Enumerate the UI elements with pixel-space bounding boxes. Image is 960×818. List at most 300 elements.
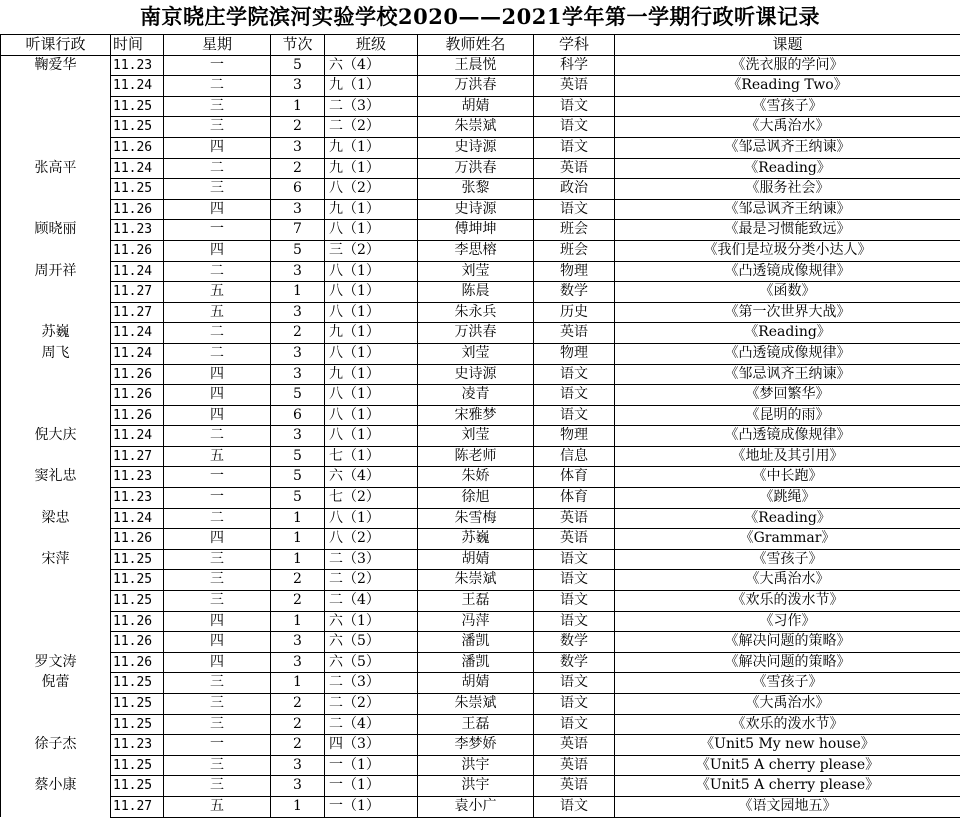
teacher-cell: 朱永兵	[418, 302, 534, 323]
weekday-cell: 三	[164, 694, 271, 715]
table-body	[1, 55, 960, 817]
class-cell: 二（3）	[325, 96, 418, 117]
class-cell: 二（3）	[325, 549, 418, 570]
subject-cell: 数学	[534, 632, 615, 653]
time-cell: 11.25	[111, 755, 164, 776]
weekday-cell: 四	[164, 611, 271, 632]
topic-cell: 《最是习惯能致远》	[615, 220, 960, 241]
period-cell: 3	[271, 632, 325, 653]
topic-cell: 《函数》	[615, 282, 960, 303]
topic-cell: 《地址及其引用》	[615, 446, 960, 467]
teacher-cell: 万洪春	[418, 158, 534, 179]
listener-cell: 罗文涛	[1, 652, 111, 673]
teacher-cell: 王晨悦	[418, 55, 534, 76]
table-row	[1, 776, 960, 797]
teacher-cell: 王磊	[418, 714, 534, 735]
table-row	[1, 137, 960, 158]
topic-cell: 《Unit5 A cherry please》	[615, 755, 960, 776]
weekday-cell: 一	[164, 488, 271, 509]
page-title: 南京晓庄学院滨河实验学校2020——2021学年第一学期行政听课记录	[0, 0, 960, 34]
time-cell: 11.23	[111, 488, 164, 509]
weekday-cell: 一	[164, 220, 271, 241]
period-cell: 5	[271, 240, 325, 261]
weekday-cell: 三	[164, 96, 271, 117]
weekday-cell: 四	[164, 364, 271, 385]
header-weekday: 星期	[164, 35, 271, 56]
listener-cell	[1, 488, 111, 509]
time-cell: 11.25	[111, 673, 164, 694]
table-row	[1, 240, 960, 261]
subject-cell: 语文	[534, 549, 615, 570]
listener-cell	[1, 570, 111, 591]
period-cell: 5	[271, 55, 325, 76]
weekday-cell: 二	[164, 343, 271, 364]
listener-cell	[1, 76, 111, 97]
weekday-cell: 二	[164, 323, 271, 344]
teacher-cell: 傅坤坤	[418, 220, 534, 241]
period-cell: 1	[271, 96, 325, 117]
class-cell: 八（2）	[325, 179, 418, 200]
topic-cell: 《解决问题的策略》	[615, 652, 960, 673]
weekday-cell: 三	[164, 673, 271, 694]
teacher-cell: 王磊	[418, 591, 534, 612]
listener-cell: 梁忠	[1, 508, 111, 529]
teacher-cell: 苏巍	[418, 529, 534, 550]
table-row	[1, 199, 960, 220]
table-row	[1, 755, 960, 776]
table-row	[1, 467, 960, 488]
class-cell: 八（1）	[325, 302, 418, 323]
listener-cell: 徐子杰	[1, 735, 111, 756]
period-cell: 3	[271, 343, 325, 364]
subject-cell: 班会	[534, 220, 615, 241]
teacher-cell: 胡婧	[418, 96, 534, 117]
subject-cell: 语文	[534, 364, 615, 385]
listener-cell	[1, 240, 111, 261]
class-cell: 九（1）	[325, 158, 418, 179]
topic-cell: 《服务社会》	[615, 179, 960, 200]
topic-cell: 《Grammar》	[615, 529, 960, 550]
teacher-cell: 张黎	[418, 179, 534, 200]
teacher-cell: 朱娇	[418, 467, 534, 488]
time-cell: 11.27	[111, 796, 164, 817]
time-cell: 11.24	[111, 323, 164, 344]
time-cell: 11.24	[111, 261, 164, 282]
time-cell: 11.24	[111, 508, 164, 529]
teacher-cell: 陈老师	[418, 446, 534, 467]
table-row	[1, 735, 960, 756]
teacher-cell: 朱雪梅	[418, 508, 534, 529]
listener-cell: 周开祥	[1, 261, 111, 282]
subject-cell: 语文	[534, 96, 615, 117]
topic-cell: 《昆明的雨》	[615, 405, 960, 426]
period-cell: 5	[271, 446, 325, 467]
teacher-cell: 洪宇	[418, 776, 534, 797]
class-cell: 一（1）	[325, 776, 418, 797]
time-cell: 11.26	[111, 199, 164, 220]
subject-cell: 语文	[534, 385, 615, 406]
time-cell: 11.24	[111, 426, 164, 447]
period-cell: 2	[271, 158, 325, 179]
subject-cell: 语文	[534, 405, 615, 426]
weekday-cell: 二	[164, 426, 271, 447]
subject-cell: 语文	[534, 796, 615, 817]
listener-cell	[1, 364, 111, 385]
period-cell: 3	[271, 652, 325, 673]
time-cell: 11.25	[111, 694, 164, 715]
listener-cell: 宋萍	[1, 549, 111, 570]
topic-cell: 《邹忌讽齐王纳谏》	[615, 364, 960, 385]
class-cell: 七（2）	[325, 488, 418, 509]
period-cell: 3	[271, 776, 325, 797]
time-cell: 11.25	[111, 570, 164, 591]
listener-cell	[1, 405, 111, 426]
teacher-cell: 朱崇斌	[418, 117, 534, 138]
weekday-cell: 一	[164, 467, 271, 488]
subject-cell: 语文	[534, 611, 615, 632]
time-cell: 11.24	[111, 343, 164, 364]
period-cell: 3	[271, 76, 325, 97]
listener-cell: 鞠爱华	[1, 55, 111, 76]
class-cell: 九（1）	[325, 364, 418, 385]
weekday-cell: 二	[164, 76, 271, 97]
listener-cell: 顾晓丽	[1, 220, 111, 241]
period-cell: 2	[271, 735, 325, 756]
table-row	[1, 508, 960, 529]
weekday-cell: 三	[164, 117, 271, 138]
listener-cell: 张高平	[1, 158, 111, 179]
subject-cell: 英语	[534, 776, 615, 797]
class-cell: 二（4）	[325, 714, 418, 735]
period-cell: 2	[271, 714, 325, 735]
listener-cell	[1, 199, 111, 220]
teacher-cell: 宋雅梦	[418, 405, 534, 426]
class-cell: 二（2）	[325, 694, 418, 715]
weekday-cell: 一	[164, 735, 271, 756]
time-cell: 11.24	[111, 158, 164, 179]
class-cell: 九（1）	[325, 76, 418, 97]
class-cell: 二（2）	[325, 117, 418, 138]
subject-cell: 英语	[534, 158, 615, 179]
topic-cell: 《大禹治水》	[615, 694, 960, 715]
table-row	[1, 652, 960, 673]
listener-cell	[1, 632, 111, 653]
subject-cell: 物理	[534, 426, 615, 447]
topic-cell: 《语文园地五》	[615, 796, 960, 817]
table-row	[1, 632, 960, 653]
table-row	[1, 158, 960, 179]
header-class: 班级	[325, 35, 418, 56]
teacher-cell: 史诗源	[418, 364, 534, 385]
period-cell: 1	[271, 529, 325, 550]
subject-cell: 英语	[534, 735, 615, 756]
table-row	[1, 117, 960, 138]
teacher-cell: 刘莹	[418, 426, 534, 447]
class-cell: 二（2）	[325, 570, 418, 591]
topic-cell: 《邹忌讽齐王纳谏》	[615, 137, 960, 158]
listener-cell	[1, 96, 111, 117]
class-cell: 八（2）	[325, 529, 418, 550]
teacher-cell: 史诗源	[418, 199, 534, 220]
topic-cell: 《凸透镜成像规律》	[615, 343, 960, 364]
listener-cell	[1, 796, 111, 817]
table-row	[1, 323, 960, 344]
time-cell: 11.26	[111, 652, 164, 673]
table-row	[1, 488, 960, 509]
subject-cell: 数学	[534, 652, 615, 673]
topic-cell: 《跳绳》	[615, 488, 960, 509]
table-row	[1, 405, 960, 426]
teacher-cell: 胡婧	[418, 673, 534, 694]
time-cell: 11.26	[111, 137, 164, 158]
listener-cell	[1, 446, 111, 467]
period-cell: 6	[271, 179, 325, 200]
header-teacher: 教师姓名	[418, 35, 534, 56]
teacher-cell: 胡婧	[418, 549, 534, 570]
table-row	[1, 570, 960, 591]
period-cell: 3	[271, 137, 325, 158]
weekday-cell: 三	[164, 549, 271, 570]
table-row	[1, 343, 960, 364]
listener-cell: 苏巍	[1, 323, 111, 344]
teacher-cell: 袁小广	[418, 796, 534, 817]
class-cell: 八（1）	[325, 261, 418, 282]
header-subject: 学科	[534, 35, 615, 56]
subject-cell: 语文	[534, 673, 615, 694]
listener-cell	[1, 529, 111, 550]
weekday-cell: 三	[164, 591, 271, 612]
weekday-cell: 四	[164, 240, 271, 261]
period-cell: 1	[271, 549, 325, 570]
teacher-cell: 万洪春	[418, 76, 534, 97]
table-row	[1, 179, 960, 200]
table-row	[1, 76, 960, 97]
listener-cell	[1, 591, 111, 612]
period-cell: 6	[271, 405, 325, 426]
time-cell: 11.25	[111, 776, 164, 797]
topic-cell: 《Reading》	[615, 508, 960, 529]
period-cell: 2	[271, 117, 325, 138]
time-cell: 11.26	[111, 240, 164, 261]
weekday-cell: 二	[164, 508, 271, 529]
class-cell: 一（1）	[325, 755, 418, 776]
time-cell: 11.23	[111, 467, 164, 488]
class-cell: 七（1）	[325, 446, 418, 467]
subject-cell: 语文	[534, 591, 615, 612]
class-cell: 九（1）	[325, 323, 418, 344]
table-row	[1, 55, 960, 76]
weekday-cell: 四	[164, 137, 271, 158]
class-cell: 二（4）	[325, 591, 418, 612]
subject-cell: 班会	[534, 240, 615, 261]
time-cell: 11.26	[111, 364, 164, 385]
weekday-cell: 五	[164, 302, 271, 323]
weekday-cell: 三	[164, 179, 271, 200]
teacher-cell: 史诗源	[418, 137, 534, 158]
topic-cell: 《Reading》	[615, 158, 960, 179]
topic-cell: 《中长跑》	[615, 467, 960, 488]
class-cell: 六（4）	[325, 467, 418, 488]
subject-cell: 英语	[534, 755, 615, 776]
table-row	[1, 220, 960, 241]
topic-cell: 《雪孩子》	[615, 673, 960, 694]
time-cell: 11.23	[111, 220, 164, 241]
period-cell: 3	[271, 199, 325, 220]
weekday-cell: 一	[164, 55, 271, 76]
header-period: 节次	[271, 35, 325, 56]
period-cell: 2	[271, 694, 325, 715]
teacher-cell: 凌青	[418, 385, 534, 406]
teacher-cell: 李梦娇	[418, 735, 534, 756]
time-cell: 11.25	[111, 549, 164, 570]
table-row	[1, 673, 960, 694]
listener-cell: 蔡小康	[1, 776, 111, 797]
listener-cell	[1, 611, 111, 632]
topic-cell: 《欢乐的泼水节》	[615, 714, 960, 735]
teacher-cell: 陈晨	[418, 282, 534, 303]
topic-cell: 《欢乐的泼水节》	[615, 591, 960, 612]
period-cell: 5	[271, 385, 325, 406]
table-row	[1, 385, 960, 406]
weekday-cell: 四	[164, 632, 271, 653]
subject-cell: 数学	[534, 282, 615, 303]
subject-cell: 体育	[534, 488, 615, 509]
topic-cell: 《Reading Two》	[615, 76, 960, 97]
time-cell: 11.23	[111, 55, 164, 76]
period-cell: 3	[271, 261, 325, 282]
table-row	[1, 611, 960, 632]
table-row	[1, 796, 960, 817]
class-cell: 八（1）	[325, 405, 418, 426]
listener-cell	[1, 385, 111, 406]
table-row	[1, 714, 960, 735]
subject-cell: 历史	[534, 302, 615, 323]
weekday-cell: 五	[164, 446, 271, 467]
time-cell: 11.27	[111, 282, 164, 303]
header-time: 时间	[111, 35, 164, 56]
topic-cell: 《第一次世界大战》	[615, 302, 960, 323]
class-cell: 二（3）	[325, 673, 418, 694]
weekday-cell: 四	[164, 199, 271, 220]
listener-cell	[1, 117, 111, 138]
weekday-cell: 四	[164, 405, 271, 426]
topic-cell: 《大禹治水》	[615, 117, 960, 138]
period-cell: 2	[271, 323, 325, 344]
period-cell: 1	[271, 282, 325, 303]
period-cell: 1	[271, 796, 325, 817]
table-row	[1, 549, 960, 570]
weekday-cell: 五	[164, 796, 271, 817]
teacher-cell: 洪宇	[418, 755, 534, 776]
weekday-cell: 二	[164, 261, 271, 282]
class-cell: 六（5）	[325, 632, 418, 653]
time-cell: 11.25	[111, 714, 164, 735]
subject-cell: 英语	[534, 529, 615, 550]
subject-cell: 语文	[534, 199, 615, 220]
topic-cell: 《我们是垃圾分类小达人》	[615, 240, 960, 261]
table-row	[1, 364, 960, 385]
weekday-cell: 二	[164, 158, 271, 179]
subject-cell: 英语	[534, 76, 615, 97]
time-cell: 11.25	[111, 591, 164, 612]
subject-cell: 语文	[534, 137, 615, 158]
listener-cell	[1, 302, 111, 323]
header-listener: 听课行政	[1, 35, 111, 56]
teacher-cell: 潘凯	[418, 652, 534, 673]
period-cell: 3	[271, 302, 325, 323]
time-cell: 11.24	[111, 76, 164, 97]
table-row	[1, 302, 960, 323]
table-row	[1, 694, 960, 715]
topic-cell: 《Unit5 A cherry please》	[615, 776, 960, 797]
class-cell: 八（1）	[325, 282, 418, 303]
record-table	[0, 34, 960, 818]
class-cell: 八（1）	[325, 385, 418, 406]
time-cell: 11.26	[111, 632, 164, 653]
subject-cell: 语文	[534, 694, 615, 715]
class-cell: 三（2）	[325, 240, 418, 261]
subject-cell: 语文	[534, 714, 615, 735]
listener-cell	[1, 694, 111, 715]
period-cell: 1	[271, 611, 325, 632]
listener-cell: 周飞	[1, 343, 111, 364]
table-row	[1, 591, 960, 612]
time-cell: 11.26	[111, 385, 164, 406]
weekday-cell: 三	[164, 714, 271, 735]
class-cell: 八（1）	[325, 220, 418, 241]
period-cell: 1	[271, 673, 325, 694]
weekday-cell: 四	[164, 529, 271, 550]
period-cell: 7	[271, 220, 325, 241]
topic-cell: 《Unit5 My new house》	[615, 735, 960, 756]
period-cell: 2	[271, 570, 325, 591]
class-cell: 八（1）	[325, 426, 418, 447]
period-cell: 5	[271, 467, 325, 488]
header-row	[1, 35, 960, 56]
subject-cell: 科学	[534, 55, 615, 76]
topic-cell: 《梦回繁华》	[615, 385, 960, 406]
topic-cell: 《洗衣服的学问》	[615, 55, 960, 76]
listener-cell: 倪蕾	[1, 673, 111, 694]
weekday-cell: 三	[164, 776, 271, 797]
period-cell: 3	[271, 364, 325, 385]
weekday-cell: 五	[164, 282, 271, 303]
listener-cell	[1, 755, 111, 776]
period-cell: 5	[271, 488, 325, 509]
listener-cell	[1, 137, 111, 158]
topic-cell: 《邹忌讽齐王纳谏》	[615, 199, 960, 220]
teacher-cell: 刘莹	[418, 343, 534, 364]
class-cell: 一（1）	[325, 796, 418, 817]
topic-cell: 《雪孩子》	[615, 549, 960, 570]
subject-cell: 信息	[534, 446, 615, 467]
topic-cell: 《解决问题的策略》	[615, 632, 960, 653]
listener-cell	[1, 179, 111, 200]
time-cell: 11.25	[111, 96, 164, 117]
class-cell: 九（1）	[325, 199, 418, 220]
subject-cell: 语文	[534, 570, 615, 591]
topic-cell: 《Reading》	[615, 323, 960, 344]
teacher-cell: 李思榕	[418, 240, 534, 261]
time-cell: 11.27	[111, 302, 164, 323]
subject-cell: 物理	[534, 261, 615, 282]
topic-cell: 《习作》	[615, 611, 960, 632]
weekday-cell: 三	[164, 570, 271, 591]
class-cell: 八（1）	[325, 508, 418, 529]
subject-cell: 政治	[534, 179, 615, 200]
class-cell: 四（3）	[325, 735, 418, 756]
table-row	[1, 261, 960, 282]
